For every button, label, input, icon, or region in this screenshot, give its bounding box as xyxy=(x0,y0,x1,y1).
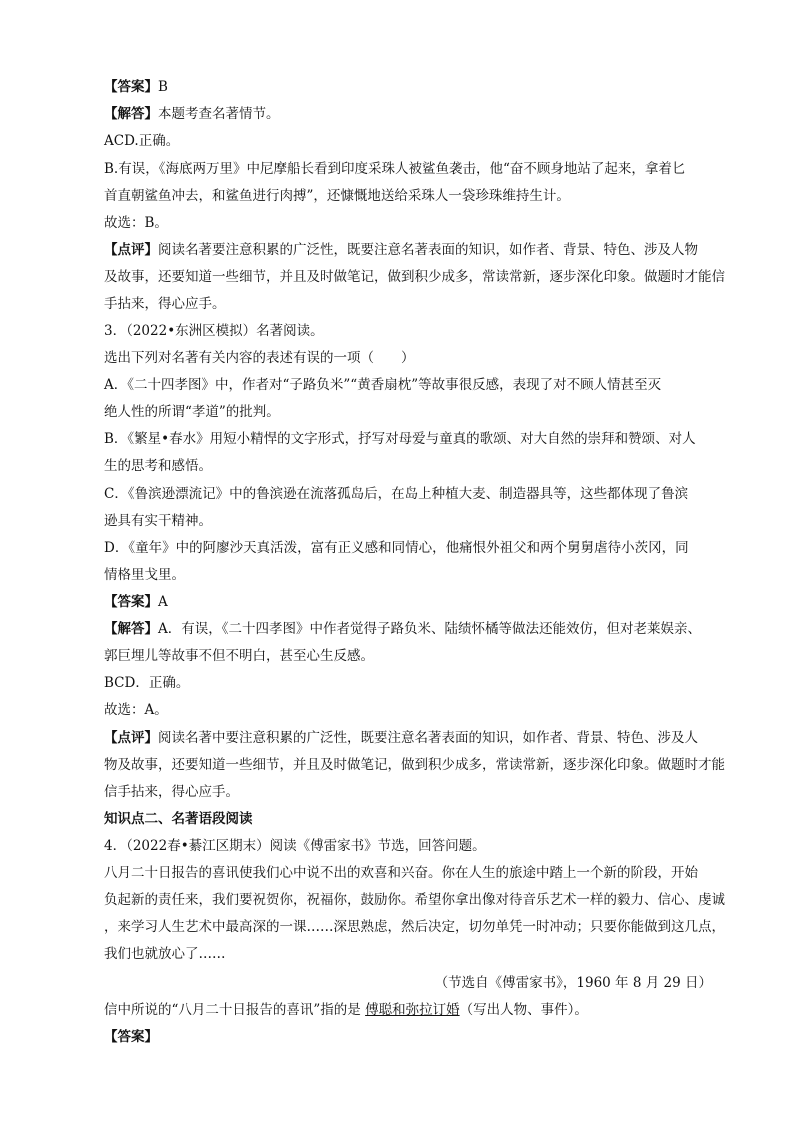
explanation-tag: 【解答】 xyxy=(104,621,158,637)
question-3-title: 3．（2022•东洲区模拟）名著阅读。 xyxy=(104,323,324,339)
text-line: 故选：B。 xyxy=(104,215,168,231)
text-line: ACD.正确。 xyxy=(104,133,180,149)
comment-text: 阅读名著中要注意积累的广泛性，既要注意名著表面的知识，如作者、背景、特色、涉及人 xyxy=(158,730,698,746)
answer-tag: 【答案】 xyxy=(104,79,158,95)
question-4-title: 4．（2022春•綦江区期末）阅读《傅雷家书》节选，回答问题。 xyxy=(104,838,486,854)
question-4-stem xyxy=(104,999,588,1021)
comment-line xyxy=(104,239,698,261)
text-line: BCD．正确。 xyxy=(104,675,190,691)
question-4-stem-post: （写出人物、事件）。 xyxy=(459,1002,588,1018)
explanation-line xyxy=(104,618,701,640)
passage-source: （节选自《傅雷家书》，1960 年 8 月 29 日） xyxy=(434,975,712,991)
option-a-cont: 绝人性的所谓“孝道”的批判。 xyxy=(104,404,280,420)
option-b-cont: 生的思考和感悟。 xyxy=(104,458,212,474)
comment-tag: 【点评】 xyxy=(104,242,158,258)
text-line: 手拈来，得心应手。 xyxy=(104,296,226,312)
option-a: A．《二十四孝图》中，作者对“子路负米”“黄香扇枕”等故事很反感，表现了对不顾人情甚至灭 xyxy=(104,377,662,393)
explanation-line xyxy=(104,103,280,125)
text-line: 物及故事，还要知道一些细节，并且及时做笔记，做到积少成多，常读常新，逐步深化印象。做题时才能 xyxy=(104,757,725,773)
passage-line: ，来学习人生艺术中最高深的一课……深思熟虑，然后决定，切勿单凭一时冲动；只要你能做到这几点， xyxy=(104,919,725,935)
text-line: 信手拈来，得心应手。 xyxy=(104,784,239,800)
explanation-text: 本题考查名著情节。 xyxy=(158,106,280,122)
answer-text: B xyxy=(158,79,168,95)
question-3-stem: 选出下列对名著有关内容的表述有误的一项（ ） xyxy=(104,350,415,366)
option-c: C．《鲁滨逊漂流记》中的鲁滨逊在流落孤岛后，在岛上种植大麦、制造器具等，这些都体现了鲁滨 xyxy=(104,486,689,502)
option-b: B．《繁星•春水》用短小精悍的文字形式，抒写对母爱与童真的歌颂、对大自然的崇拜和赞颂、对人 xyxy=(104,431,696,447)
option-d: D．《童年》中的阿廖沙天真活泼，富有正义感和同情心，他痛恨外祖父和两个舅舅虐待小茨冈，同 xyxy=(104,540,689,556)
text-line: B.有误，《海底两万里》中尼摩船长看到印度采珠人被鲨鱼袭击，他“奋不顾身地站了起来，拿着匕 xyxy=(104,161,686,177)
option-d-cont: 情格里戈里。 xyxy=(104,567,185,583)
answer-line xyxy=(104,1026,158,1048)
explanation-tag: 【解答】 xyxy=(104,106,158,122)
text-line: 及故事，还要知道一些细节，并且及时做笔记，做到积少成多，常读常新，逐步深化印象。做题时才能信 xyxy=(104,269,725,285)
text-line: 首直朝鲨鱼冲去，和鲨鱼进行肉搏”，还慷慨地送给采珠人一袋珍珠维持生计。 xyxy=(104,188,570,204)
text-line: 郭巨埋儿等故事不但不明白，甚至心生反感。 xyxy=(104,648,374,664)
comment-tag: 【点评】 xyxy=(104,730,158,746)
text-line: 故选：A。 xyxy=(104,702,168,718)
answer-tag: 【答案】 xyxy=(104,594,158,610)
question-4-stem-pre: 信中所说的“八月二十日报告的喜讯”指的是 xyxy=(104,1002,366,1018)
passage-line: 负起新的责任来，我们要祝贺你，祝福你，鼓励你。希望你拿出像对待音乐艺术一样的毅力、信心、虔诚 xyxy=(104,892,725,908)
comment-text: 阅读名著要注意积累的广泛性，既要注意名著表面的知识，如作者、背景、特色、涉及人物 xyxy=(158,242,698,258)
option-c-cont: 逊具有实干精神。 xyxy=(104,513,212,529)
answer-line xyxy=(104,76,168,98)
answer-line xyxy=(104,591,168,613)
answer-text: A xyxy=(158,594,168,610)
passage-line: 八月二十日报告的喜讯使我们心中说不出的欢喜和兴奋。你在人生的旅途中踏上一个新的阶段，开始 xyxy=(104,865,698,881)
section-heading: 知识点二、名著语段阅读 xyxy=(104,811,253,827)
explanation-text: A．有误，《二十四孝图》中作者觉得子路负米、陆绩怀橘等做法还能效仿，但对老莱娱亲、 xyxy=(158,621,701,637)
fill-in-answer: 傅聪和弥拉订婚 xyxy=(365,1002,460,1018)
comment-line xyxy=(104,727,698,749)
passage-line: 我们也就放心了…… xyxy=(104,946,226,962)
answer-tag: 【答案】 xyxy=(104,1029,158,1045)
